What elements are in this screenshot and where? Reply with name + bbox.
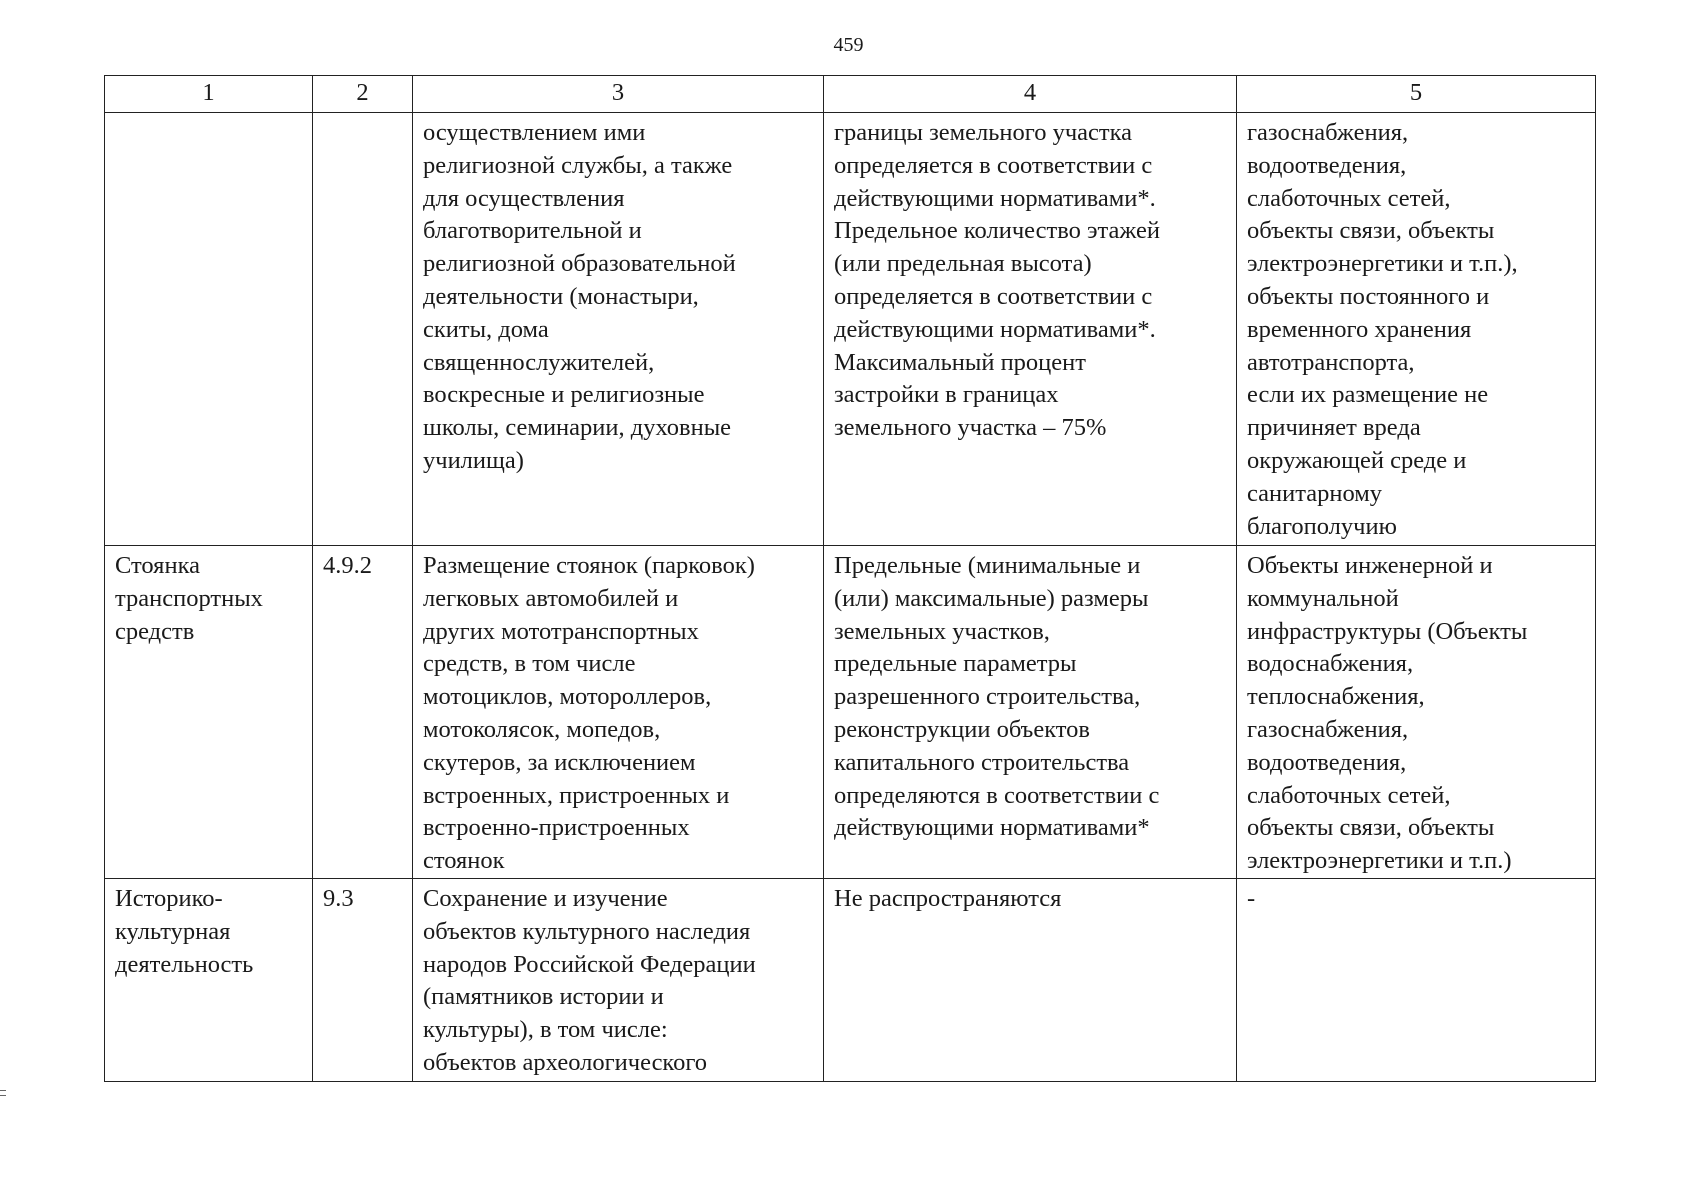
cell-text-line: объекты постоянного и — [1247, 282, 1490, 310]
use-description-cell — [413, 546, 824, 879]
cell-text-line: деятельность — [115, 950, 254, 978]
auxiliary-uses-cell — [1237, 113, 1596, 546]
cell-text-line: культурная — [115, 917, 231, 945]
parameters-cell — [824, 113, 1237, 546]
cell-text-line: слаботочных сетей, — [1247, 184, 1451, 212]
cell-text-line: религиозной образовательной — [423, 250, 736, 278]
cell-text-line: капитального строительства — [834, 748, 1130, 776]
cell-text-line: других мототранспортных — [423, 617, 699, 645]
cell-text-line: объекты связи, объекты — [1247, 814, 1495, 842]
cell-text-line: (памятников истории и — [423, 983, 664, 1011]
cell-text-line: (или предельная высота) — [834, 250, 1092, 278]
cell-text-line: - — [1247, 884, 1256, 912]
cell-text-line: определяется в соответствии с — [834, 151, 1153, 179]
cell-text-line: культуры), в том числе: — [423, 1016, 668, 1044]
cell-text-line: действующими нормативами*. — [834, 184, 1156, 212]
cell-text-line: благотворительной и — [423, 217, 642, 245]
cell-text-line: средств, в том числе — [423, 650, 636, 678]
cell-text-line: электроэнергетики и т.п.), — [1247, 250, 1518, 278]
cell-text-line: газоснабжения, — [1247, 715, 1409, 743]
table-row — [105, 546, 1596, 879]
cell-text-line: Размещение стоянок (парковок) — [423, 552, 755, 579]
cell-text-line: объектов археологического — [423, 1048, 708, 1076]
cell-text-line: осуществлением ими — [423, 119, 646, 146]
page-number: 459 — [833, 34, 864, 56]
cell-text-line: инфраструктуры (Объекты — [1247, 617, 1528, 645]
cell-text-line: легковых автомобилей и — [423, 584, 679, 612]
use-name-cell — [105, 546, 313, 879]
cell-text-line: деятельности (монастыри, — [423, 282, 699, 310]
cell-text-line: определяются в соответствии с — [834, 781, 1160, 809]
cell-text-line: теплоснабжения, — [1247, 683, 1425, 711]
use-description-cell — [413, 878, 824, 1081]
table-header-row — [105, 76, 1596, 113]
parameters-cell — [824, 878, 1237, 1081]
cell-text-line: транспортных — [115, 584, 263, 612]
cell-text-line: водоснабжения, — [1247, 650, 1414, 678]
cell-text-line: Сохранение и изучение — [423, 884, 668, 912]
use-code-cell: 4.9.2 — [313, 546, 413, 879]
cell-text-line: окружающей среде и — [1247, 446, 1467, 474]
column-header-4: 4 — [824, 76, 1237, 113]
use-name-cell — [105, 113, 313, 546]
column-header-2: 2 — [313, 76, 413, 113]
cell-text-line: объекты связи, объекты — [1247, 217, 1495, 245]
cell-text-line: коммунальной — [1247, 584, 1399, 612]
cell-text-line: (или) максимальные) размеры — [834, 584, 1149, 612]
cell-text-line: действующими нормативами*. — [834, 315, 1156, 343]
cell-text-line: санитарному — [1247, 479, 1383, 507]
cell-text-line: водоотведения, — [1247, 151, 1407, 179]
cell-text-line: воскресные и религиозные — [423, 381, 705, 409]
cell-text-line: газоснабжения, — [1247, 119, 1409, 146]
cell-text-line: школы, семинарии, духовные — [423, 414, 732, 442]
cell-text-line: скиты, дома — [423, 315, 549, 343]
cell-text-line: Историко- — [115, 884, 223, 912]
cell-text-line: благополучию — [1247, 512, 1397, 540]
cell-text-line: встроенных, пристроенных и — [423, 781, 730, 809]
cell-text-line: народов Российской Федерации — [423, 950, 756, 978]
cell-text-line: реконструкции объектов — [834, 715, 1090, 743]
cell-text-line: священнослужителей, — [423, 348, 655, 376]
use-description-cell — [413, 113, 824, 546]
cell-text-line: Предельные (минимальные и — [834, 552, 1141, 579]
cell-text-line: электроэнергетики и т.п.) — [1247, 847, 1512, 875]
cell-text-line: причиняет вреда — [1247, 414, 1421, 442]
land-use-table — [104, 75, 1596, 1082]
cell-text-line: объектов культурного наследия — [423, 917, 751, 945]
cell-text-line: Не распространяются — [834, 884, 1062, 912]
cell-text-line: Предельное количество этажей — [834, 217, 1160, 245]
column-header-5: 5 — [1237, 76, 1596, 113]
cell-text-line: предельные параметры — [834, 650, 1077, 678]
cell-text-line: мотоциклов, мотороллеров, — [423, 683, 712, 711]
cell-text-line: мотоколясок, мопедов, — [423, 715, 661, 743]
cell-text-line: встроенно-пристроенных — [423, 814, 690, 842]
column-header-3: 3 — [413, 76, 824, 113]
cell-text-line: границы земельного участка — [834, 119, 1133, 146]
cell-text-line: Максимальный процент — [834, 348, 1086, 376]
cell-text-line: стоянок — [423, 847, 505, 875]
auxiliary-uses-cell — [1237, 878, 1596, 1081]
cell-text-line: действующими нормативами* — [834, 814, 1150, 842]
cell-text-line: для осуществления — [423, 184, 625, 212]
table-row — [105, 878, 1596, 1081]
cell-text-line: если их размещение не — [1247, 381, 1489, 409]
cell-text-line: слаботочных сетей, — [1247, 781, 1451, 809]
cell-text-line: разрешенного строительства, — [834, 683, 1141, 711]
table-row — [105, 113, 1596, 546]
cell-text-line: автотранспорта, — [1247, 348, 1415, 376]
column-header-1: 1 — [105, 76, 313, 113]
cell-text-line: религиозной службы, а также — [423, 151, 733, 179]
cell-text-line: временного хранения — [1247, 315, 1472, 343]
use-name-cell — [105, 878, 313, 1081]
scan-margin-mark — [0, 1090, 6, 1096]
use-code-cell — [313, 113, 413, 546]
parameters-cell — [824, 546, 1237, 879]
cell-text-line: средств — [115, 617, 195, 645]
cell-text-line: училища) — [423, 446, 524, 474]
cell-text-line: Объекты инженерной и — [1247, 552, 1493, 579]
auxiliary-uses-cell — [1237, 546, 1596, 879]
cell-text-line: земельных участков, — [834, 617, 1050, 645]
cell-text-line: земельного участка – 75% — [834, 414, 1107, 442]
cell-text-line: определяется в соответствии с — [834, 282, 1153, 310]
cell-text-line: скутеров, за исключением — [423, 748, 696, 776]
cell-text-line: водоотведения, — [1247, 748, 1407, 776]
use-code-cell: 9.3 — [313, 878, 413, 1081]
cell-text-line: застройки в границах — [834, 381, 1059, 409]
cell-text-line: Стоянка — [115, 552, 200, 579]
